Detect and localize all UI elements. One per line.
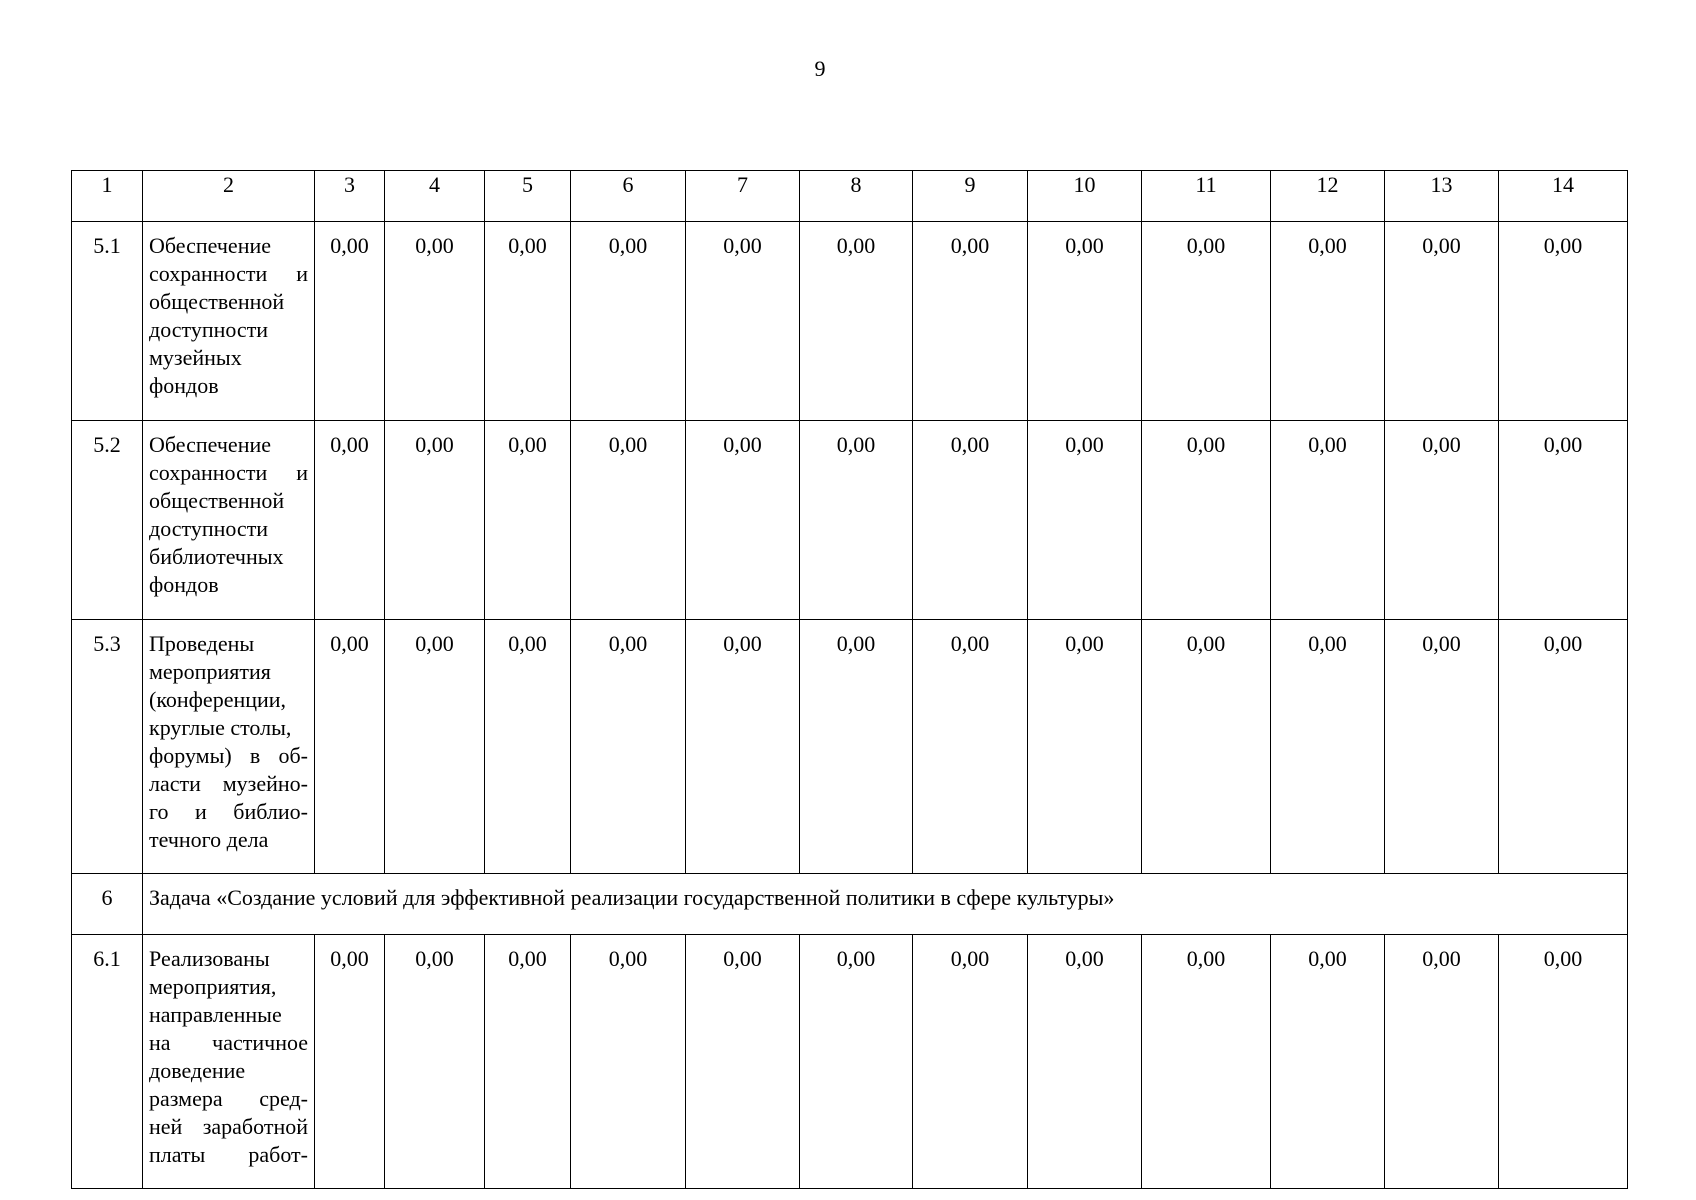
header-cell: 7 [686, 171, 800, 222]
table-row [72, 421, 1628, 620]
page-number: 9 [814, 56, 826, 81]
value-cell: 0,00 [1385, 620, 1499, 874]
value-cell: 0,00 [1142, 421, 1271, 620]
row-name-line: общественной [149, 289, 285, 314]
row-name-line: го и библио- [149, 799, 308, 824]
row-name-line: музейных [149, 345, 242, 370]
value-cell: 0,00 [385, 620, 485, 874]
task-title: Задача «Создание условий для эффективной реализации государственной политики в сфере культуры» [143, 874, 1628, 935]
row-name-line: Обеспечение [149, 233, 271, 258]
value-cell: 0,00 [571, 935, 686, 1189]
row-name-line: ласти музейно- [149, 771, 308, 796]
value-cell: 0,00 [913, 222, 1028, 421]
value-cell: 0,00 [1385, 222, 1499, 421]
value-cell: 0,00 [1271, 421, 1385, 620]
header-cell: 14 [1499, 171, 1628, 222]
row-name-line: сохранности и [149, 261, 308, 286]
value-cell: 0,00 [485, 935, 571, 1189]
value-cell: 0,00 [315, 421, 385, 620]
value-cell: 0,00 [1028, 421, 1142, 620]
value-cell: 0,00 [1385, 935, 1499, 1189]
value-cell: 0,00 [1271, 222, 1385, 421]
row-number: 6.1 [72, 935, 143, 1189]
row-name [143, 620, 315, 874]
header-cell: 3 [315, 171, 385, 222]
value-cell: 0,00 [1142, 222, 1271, 421]
value-cell: 0,00 [485, 421, 571, 620]
header-cell: 6 [571, 171, 686, 222]
value-cell: 0,00 [485, 620, 571, 874]
row-name-line: круглые столы, [149, 715, 292, 740]
header-cell: 5 [485, 171, 571, 222]
value-cell: 0,00 [385, 421, 485, 620]
row-number: 5.1 [72, 222, 143, 421]
row-name-line: (конференции, [149, 687, 287, 712]
value-cell: 0,00 [1499, 935, 1628, 1189]
value-cell: 0,00 [1499, 222, 1628, 421]
value-cell: 0,00 [686, 222, 800, 421]
row-name-line: доступности [149, 516, 269, 541]
task-row [72, 874, 1628, 935]
value-cell: 0,00 [800, 935, 913, 1189]
row-name-line: доведение [149, 1058, 246, 1083]
value-cell: 0,00 [1028, 935, 1142, 1189]
row-number: 5.2 [72, 421, 143, 620]
row-name-line: библиотечных [149, 544, 284, 569]
value-cell: 0,00 [385, 935, 485, 1189]
table-row [72, 222, 1628, 421]
row-name [143, 935, 315, 1189]
value-cell: 0,00 [385, 222, 485, 421]
header-cell: 8 [800, 171, 913, 222]
row-number: 6 [72, 874, 143, 935]
row-name-line: доступности [149, 317, 269, 342]
row-name-line: на частичное [149, 1030, 308, 1055]
value-cell: 0,00 [1028, 222, 1142, 421]
value-cell: 0,00 [913, 421, 1028, 620]
value-cell: 0,00 [913, 620, 1028, 874]
row-name-line: Проведены [149, 631, 255, 656]
data-table [71, 170, 1628, 1189]
value-cell: 0,00 [1271, 935, 1385, 1189]
row-name [143, 222, 315, 421]
row-name-line: сохранности и [149, 460, 308, 485]
header-cell: 11 [1142, 171, 1271, 222]
row-name-line: платы работ- [149, 1142, 308, 1167]
value-cell: 0,00 [800, 421, 913, 620]
value-cell: 0,00 [686, 421, 800, 620]
row-name-line: мероприятия [149, 659, 271, 684]
value-cell: 0,00 [315, 935, 385, 1189]
row-name-line: общественной [149, 488, 285, 513]
table-row [72, 935, 1628, 1189]
row-name-line: Реализованы [149, 946, 270, 971]
row-name-line: форумы) в об- [149, 743, 308, 768]
row-name-line: направленные [149, 1002, 282, 1027]
row-name-line: фондов [149, 572, 219, 597]
value-cell: 0,00 [913, 935, 1028, 1189]
row-name-line: размера сред- [149, 1086, 308, 1111]
header-cell: 13 [1385, 171, 1499, 222]
table-row [72, 620, 1628, 874]
value-cell: 0,00 [800, 222, 913, 421]
value-cell: 0,00 [315, 222, 385, 421]
value-cell: 0,00 [571, 222, 686, 421]
row-name-line: мероприятия, [149, 974, 277, 999]
header-row [72, 171, 1628, 222]
value-cell: 0,00 [1028, 620, 1142, 874]
value-cell: 0,00 [571, 620, 686, 874]
value-cell: 0,00 [1499, 620, 1628, 874]
value-cell: 0,00 [686, 620, 800, 874]
row-name-line: фондов [149, 373, 219, 398]
header-cell: 10 [1028, 171, 1142, 222]
row-name-line: Обеспечение [149, 432, 271, 457]
header-cell: 4 [385, 171, 485, 222]
value-cell: 0,00 [485, 222, 571, 421]
header-cell: 2 [143, 171, 315, 222]
value-cell: 0,00 [1142, 935, 1271, 1189]
header-cell: 1 [72, 171, 143, 222]
row-number: 5.3 [72, 620, 143, 874]
header-cell: 9 [913, 171, 1028, 222]
value-cell: 0,00 [1142, 620, 1271, 874]
value-cell: 0,00 [1385, 421, 1499, 620]
value-cell: 0,00 [571, 421, 686, 620]
value-cell: 0,00 [800, 620, 913, 874]
row-name [143, 421, 315, 620]
row-name-line: течного дела [149, 827, 269, 852]
value-cell: 0,00 [315, 620, 385, 874]
header-cell: 12 [1271, 171, 1385, 222]
value-cell: 0,00 [686, 935, 800, 1189]
value-cell: 0,00 [1271, 620, 1385, 874]
row-name-line: ней заработной [149, 1114, 308, 1139]
value-cell: 0,00 [1499, 421, 1628, 620]
